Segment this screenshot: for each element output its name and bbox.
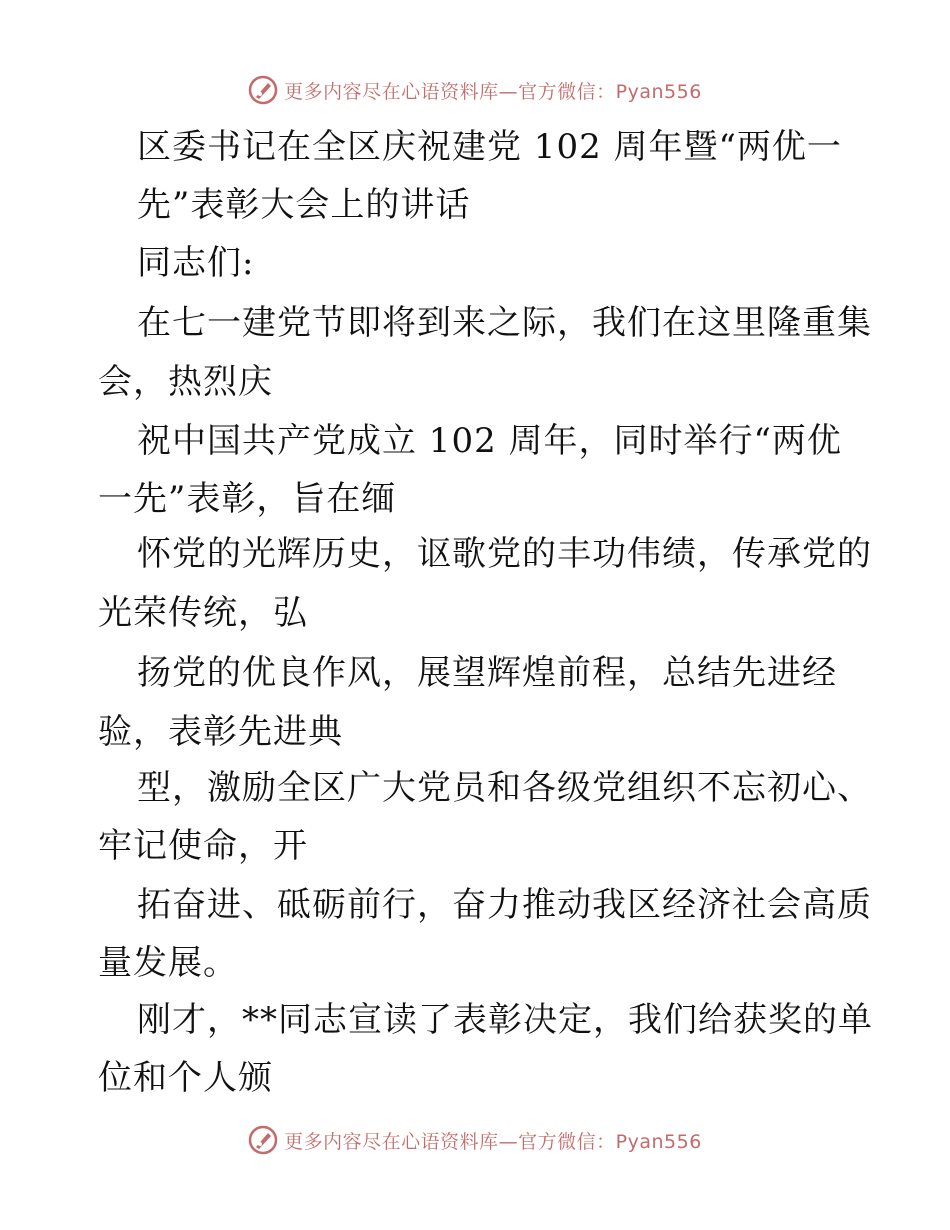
pen-nib-logo-icon	[248, 1125, 278, 1155]
body-line: 牢记使命，开	[98, 826, 308, 866]
body-line: 型，激励全区广大党员和各级党组织不忘初心、	[137, 768, 872, 808]
salutation: 同志们:	[137, 243, 255, 283]
footer-watermark	[0, 1120, 950, 1160]
pen-nib-logo-icon	[248, 75, 278, 105]
body-line: 扬党的优良作风，展望辉煌前程，总结先进经	[137, 653, 837, 693]
header-watermark	[0, 70, 950, 110]
watermark-text: 更多内容尽在心语资料库—官方微信：Pyan556	[284, 1130, 702, 1153]
body-line: 祝中国共产党成立 102 周年，同时举行“两优	[137, 421, 842, 461]
body-line: 验，表彰先进典	[98, 712, 343, 752]
body-line: 量发展。	[98, 943, 238, 983]
title-line-2: 先”表彰大会上的讲话	[137, 185, 471, 225]
body-line: 拓奋进、砥砺前行，奋力推动我区经济社会高质	[137, 885, 872, 925]
title-line-1: 区委书记在全区庆祝建党 102 周年暨“两优一	[137, 127, 842, 167]
body-line: 刚才，**同志宣读了表彰决定，我们给获奖的单	[137, 1000, 873, 1040]
body-line: 一先”表彰，旨在缅	[98, 479, 397, 519]
body-line: 在七一建党节即将到来之际，我们在这里隆重集	[137, 303, 872, 343]
body-line: 光荣传统，弘	[98, 593, 308, 633]
body-line: 怀党的光辉历史，讴歌党的丰功伟绩，传承党的	[137, 534, 872, 574]
body-line: 会，热烈庆	[98, 362, 273, 402]
watermark-text: 更多内容尽在心语资料库—官方微信：Pyan556	[284, 80, 702, 103]
body-line: 位和个人颁	[98, 1058, 273, 1098]
